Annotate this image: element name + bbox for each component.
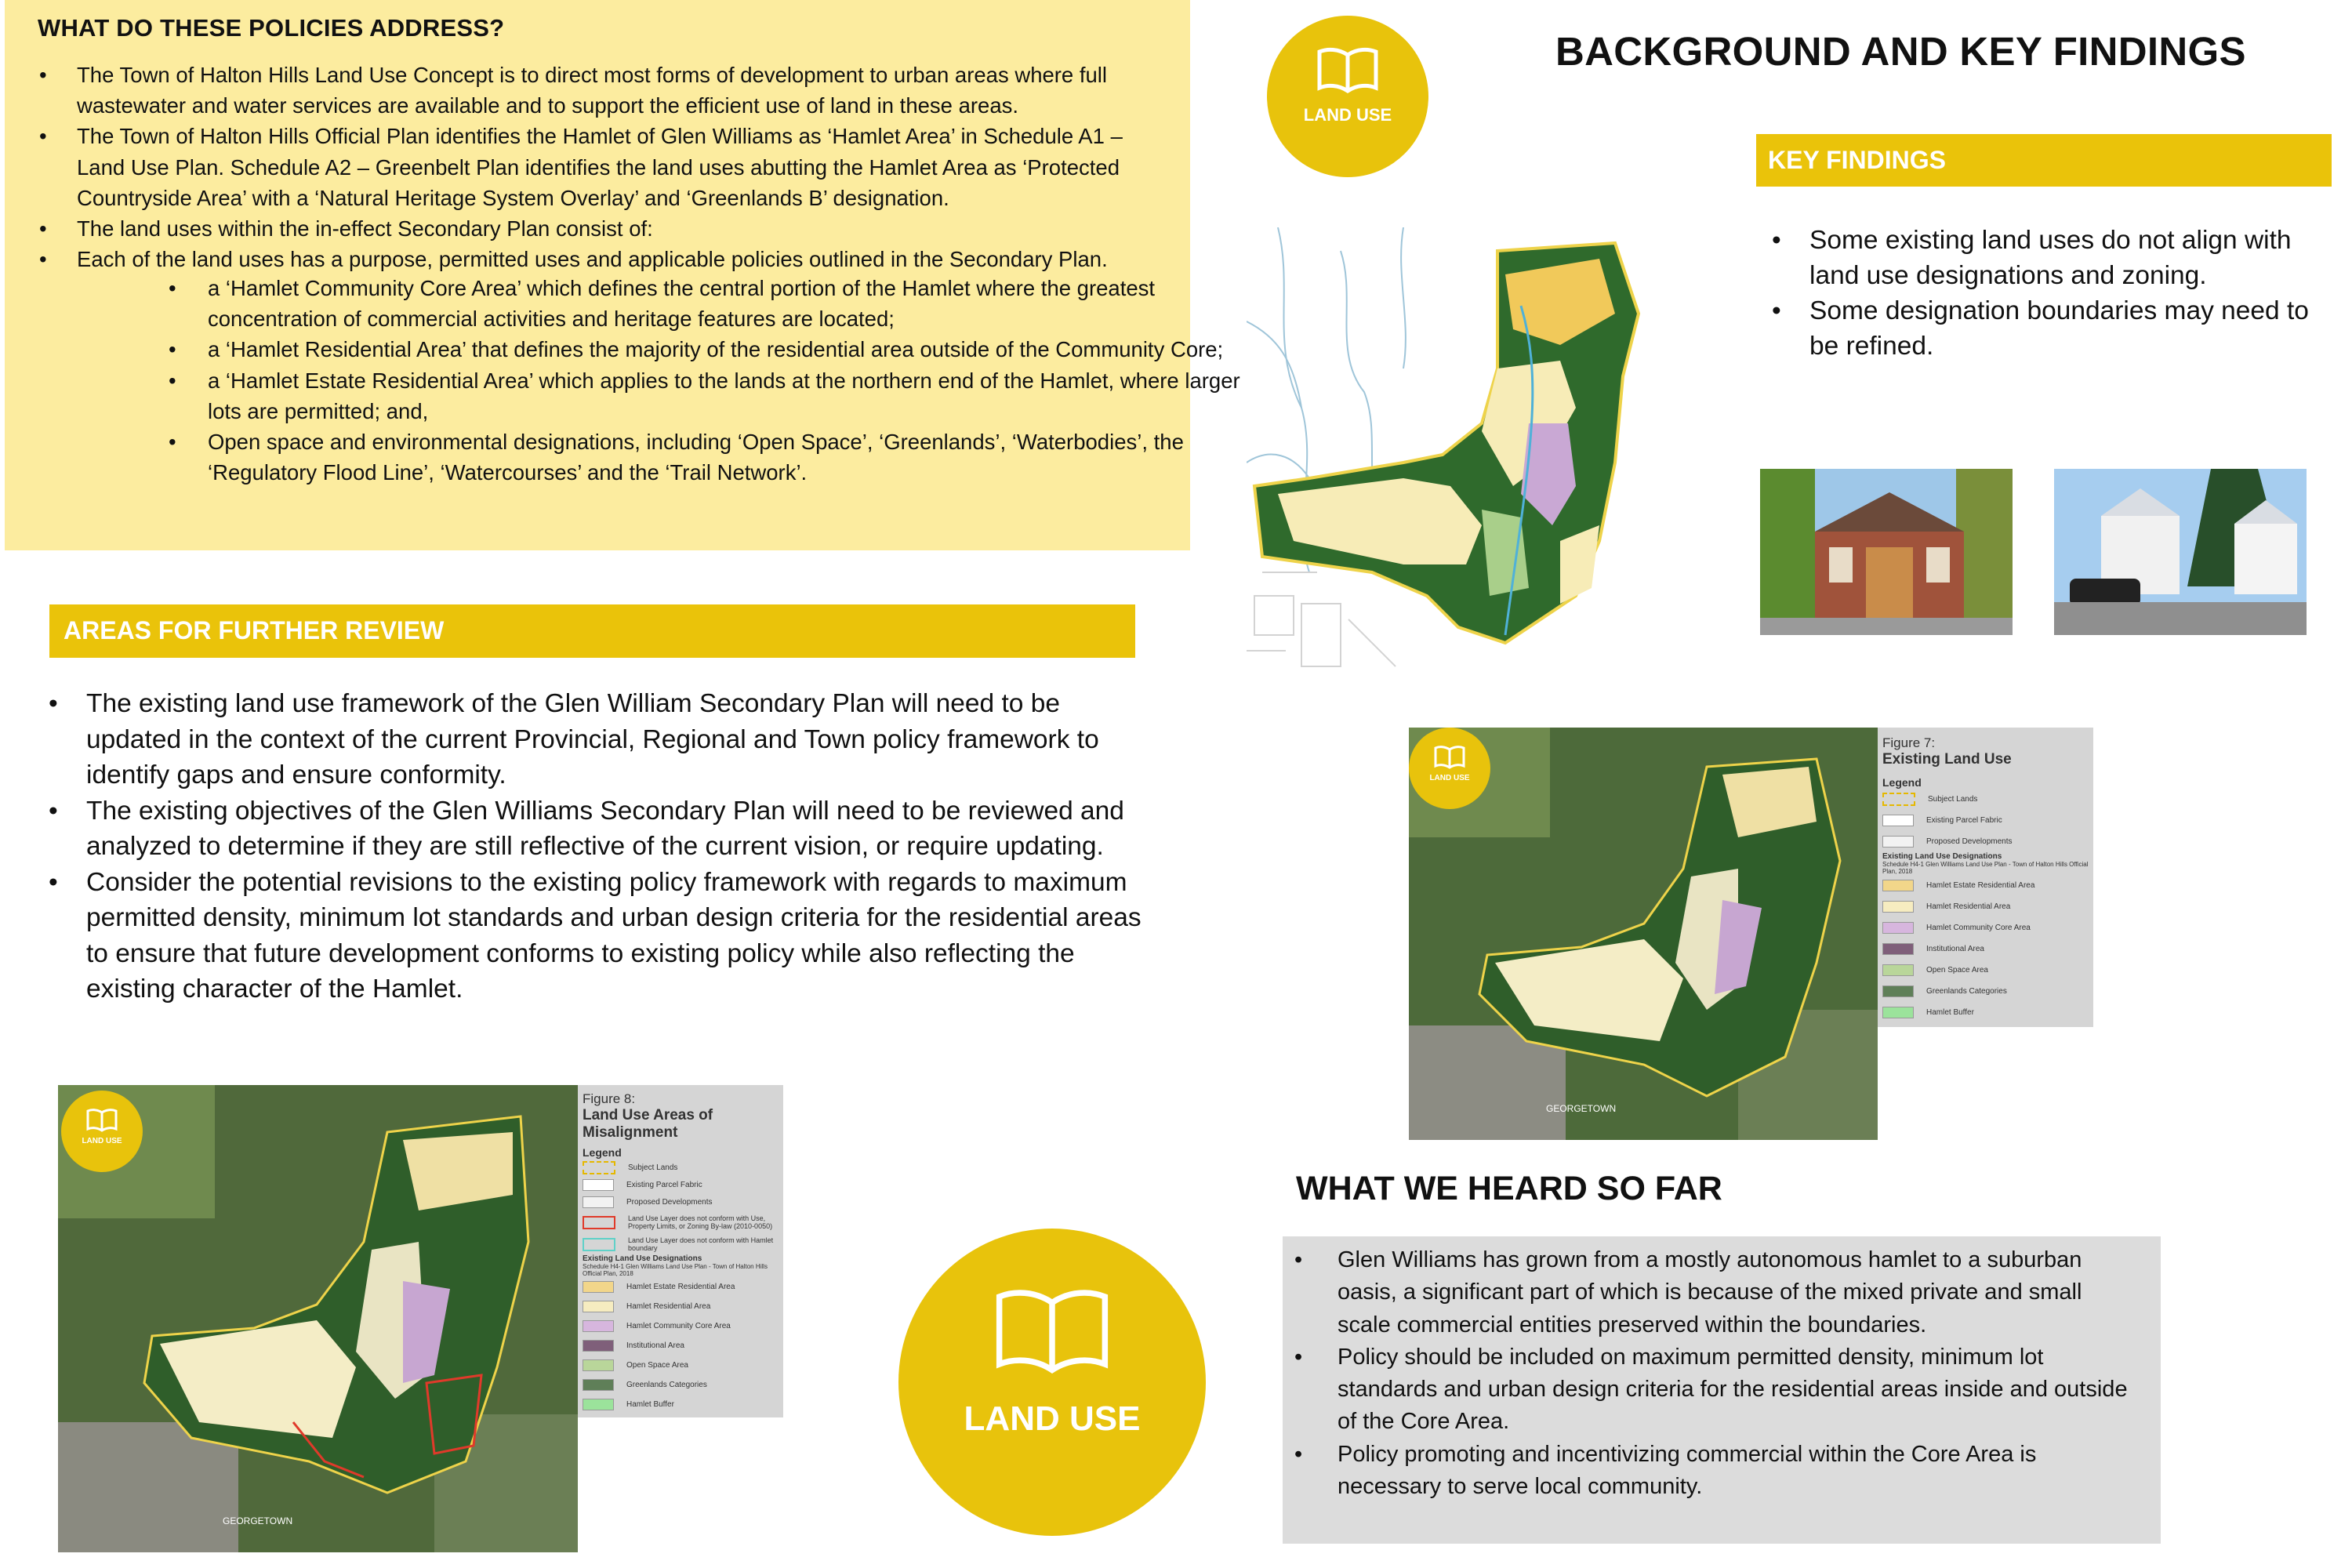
list-item-text: The land uses within the in-effect Secondary Plan consist of: <box>77 216 653 241</box>
list-item: • The existing land use framework of the Glen William Secondary Plan will need to be updated in the context of the current Provincial, Regional and Town policy framework to identify gaps and ensure conformity. <box>86 686 1152 793</box>
swatch <box>1882 964 1914 976</box>
list-item: • Each of the land uses has a purpose, permitted uses and applicable policies outlined in the Secondary Plan. <box>77 244 1174 274</box>
review-list <box>86 686 1152 1007</box>
legend-label: Greenlands Categories <box>626 1381 707 1389</box>
map-label: GEORGETOWN <box>1546 1103 1617 1114</box>
legend-row <box>583 1316 779 1336</box>
background-title: BACKGROUND AND KEY FINDINGS <box>1555 29 2246 74</box>
legend-label: Institutional Area <box>1926 945 1984 953</box>
swatch <box>1882 985 1914 997</box>
list-item: • Some designation boundaries may need to be refined. <box>1809 293 2343 364</box>
legend-row <box>583 1336 779 1356</box>
legend-label: Open Space Area <box>626 1361 688 1370</box>
legend-row <box>583 1277 779 1297</box>
open-book-icon <box>993 1285 1111 1376</box>
legend-label: Hamlet Buffer <box>626 1400 674 1409</box>
legend-row <box>583 1395 779 1414</box>
legend-row <box>583 1234 779 1254</box>
legend-title: Legend <box>583 1146 622 1159</box>
policies-title: WHAT DO THESE POLICIES ADDRESS? <box>38 14 505 42</box>
swatch <box>583 1216 615 1229</box>
policies-panel <box>5 0 1240 550</box>
residential-homes-photo <box>2054 469 2307 635</box>
legend-label: Greenlands Categories <box>1926 987 2007 996</box>
legend-label: Hamlet Community Core Area <box>626 1322 731 1330</box>
swatch <box>1882 836 1914 848</box>
swatch <box>583 1379 614 1391</box>
swatch <box>1882 880 1914 891</box>
swatch <box>1882 793 1915 806</box>
heard-box <box>1283 1236 2161 1544</box>
key-findings-title: KEY FINDINGS <box>1768 146 1946 174</box>
land-use-plan-map <box>1247 227 1654 674</box>
legend-label: Hamlet Residential Area <box>626 1302 711 1311</box>
land-use-badge-large <box>898 1229 1206 1536</box>
list-item: • The existing objectives of the Glen Williams Secondary Plan will need to be reviewed and analyzed to determine if they are still reflective of the current vision, or require updating. <box>86 793 1152 865</box>
figure-title: Existing Land Use <box>1882 751 2012 768</box>
list-item: • a ‘Hamlet Estate Residential Area’ which applies to the lands at the northern end of the Hamlet, where larger lots are permitted; and, <box>208 365 1243 426</box>
review-title: AREAS FOR FURTHER REVIEW <box>64 616 445 644</box>
map-label: GEORGETOWN <box>223 1515 293 1526</box>
list-item: • Policy promoting and incentivizing commercial within the Core Area is necessary to serve local community. <box>1338 1439 2137 1504</box>
swatch <box>583 1281 614 1293</box>
land-use-misalignment-map <box>58 1085 578 1552</box>
badge-label: LAND USE <box>1303 105 1392 125</box>
open-book-icon <box>1434 745 1465 769</box>
designations-title: Existing Land Use Designations <box>583 1254 702 1263</box>
legend-row <box>583 1297 779 1316</box>
list-item: • Some existing land uses do not align with land use designations and zoning. <box>1809 223 2343 293</box>
swatch <box>583 1340 614 1352</box>
badge-label: LAND USE <box>964 1399 1141 1438</box>
legend-label: Subject Lands <box>628 1163 678 1172</box>
legend-label: Hamlet Residential Area <box>1926 902 2011 911</box>
open-book-icon <box>86 1108 118 1132</box>
swatch <box>1882 922 1914 934</box>
legend-row <box>583 1375 779 1395</box>
badge-label: LAND USE <box>82 1137 122 1145</box>
designations-note: Schedule H4-1 Glen Williams Land Use Plan - Town of Halton Hills Official Plan, 2018 <box>583 1263 768 1277</box>
list-item: • a ‘Hamlet Residential Area’ that defines the majority of the residential area outside of the Community Core; <box>208 334 1243 365</box>
land-use-badge-small <box>61 1091 143 1172</box>
legend-label: Hamlet Community Core Area <box>1926 924 2031 932</box>
open-book-icon <box>1316 45 1379 94</box>
swatch <box>1882 901 1914 913</box>
policies-sublist <box>208 273 1243 488</box>
legend-label: Subject Lands <box>1928 795 1978 804</box>
swatch <box>1882 943 1914 955</box>
legend-row <box>1882 1002 2089 1023</box>
figure8-legend <box>578 1085 783 1417</box>
badge-label: LAND USE <box>1429 774 1470 782</box>
legend-title: Legend <box>1882 776 1922 789</box>
heard-title: WHAT WE HEARD SO FAR <box>1296 1170 1722 1207</box>
legend-label: Existing Parcel Fabric <box>1926 816 2002 825</box>
figure-label: Figure 7: <box>1882 735 1936 750</box>
figure-title: Land Use Areas of Misalignment <box>583 1107 713 1141</box>
legend-row <box>1882 938 2089 960</box>
legend-label: Hamlet Estate Residential Area <box>1926 881 2035 890</box>
key-findings-header-bar <box>1756 134 2332 187</box>
heard-list <box>1338 1244 2137 1503</box>
swatch <box>583 1196 614 1208</box>
legend-label: Existing Parcel Fabric <box>626 1180 702 1189</box>
key-findings-list <box>1809 223 2343 364</box>
legend-row <box>583 1159 779 1176</box>
figure7-legend <box>1878 728 2093 1027</box>
legend-row <box>1882 896 2089 917</box>
swatch <box>583 1359 614 1371</box>
swatch <box>583 1399 614 1410</box>
legend-label: Land Use Layer does not conform with Use, Property Limits, or Zoning By-law (2010-0050) <box>628 1214 773 1230</box>
list-item: • Policy should be included on maximum permitted density, minimum lot standards and urban design criteria for the residential areas inside and outside of the Core Area. <box>1338 1341 2137 1439</box>
swatch <box>583 1238 615 1251</box>
legend-label: Hamlet Estate Residential Area <box>626 1283 735 1291</box>
legend-label: Proposed Developments <box>626 1197 713 1207</box>
figure-label: Figure 8: <box>583 1091 636 1106</box>
legend-label: Open Space Area <box>1926 966 1988 975</box>
legend-row <box>1882 789 2089 810</box>
legend-row <box>1882 981 2089 1002</box>
swatch <box>583 1301 614 1312</box>
legend-row <box>1882 960 2089 981</box>
land-use-badge <box>1267 16 1428 177</box>
policies-list <box>77 60 1240 485</box>
legend-label: Hamlet Buffer <box>1926 1008 1974 1017</box>
legend-label: Proposed Developments <box>1926 837 2013 846</box>
legend-label: Institutional Area <box>626 1341 684 1350</box>
land-use-badge-small <box>1409 728 1490 809</box>
list-item: • The Town of Halton Hills Land Use Concept is to direct most forms of development to urban areas where full wastewater and water services are available and to support the efficient use of land in these areas. <box>77 60 1174 121</box>
legend-row <box>583 1193 779 1210</box>
list-item: • a ‘Hamlet Community Core Area’ which defines the central portion of the Hamlet where the greatest concentration of commercial activities and heritage features are located; <box>208 273 1243 334</box>
review-header-bar <box>49 604 1135 658</box>
heritage-building-photo <box>1760 469 2013 635</box>
legend-row <box>583 1176 779 1193</box>
swatch <box>583 1320 614 1332</box>
list-item: • Glen Williams has grown from a mostly autonomous hamlet to a suburban oasis, a significant part of which is because of the mixed private and small scale commercial entities preserved within the boundaries. <box>1338 1244 2137 1341</box>
list-item: • Consider the potential revisions to the existing policy framework with regards to maximum permitted density, minimum lot standards and urban design criteria for the residential areas to ensure that future development conforms to existing policy while also reflecting the existing character of the Hamlet. <box>86 865 1152 1007</box>
list-item: • The Town of Halton Hills Official Plan identifies the Hamlet of Glen Williams as ‘Hamlet Area’ in Schedule A1 – Land Use Plan. Schedule A2 – Greenbelt Plan identifies the land uses abutting the Hamlet Area as ‘Protected Countryside Area’ with a ‘Natural Heritage System Overlay’ and ‘Greenlands B’ designation. <box>77 121 1174 213</box>
legend-label: Land Use Layer does not conform with Hamlet boundary <box>628 1236 774 1252</box>
list-item: • Open space and environmental designations, including ‘Open Space’, ‘Greenlands’, ‘Waterbodies’, the ‘Regulatory Flood Line’, ‘Watercourses’ and the ‘Trail Network’. <box>208 426 1243 488</box>
designations-note: Schedule H4-1 Glen Williams Land Use Plan - Town of Halton Hills Official Plan, 2018 <box>1882 861 2089 875</box>
legend-row <box>1882 810 2089 831</box>
legend-row <box>1882 917 2089 938</box>
designations-title: Existing Land Use Designations <box>1882 852 2002 861</box>
legend-row <box>1882 831 2089 852</box>
swatch <box>1882 815 1914 826</box>
legend-row <box>583 1210 779 1234</box>
swatch <box>1882 1007 1914 1018</box>
swatch <box>583 1179 614 1191</box>
swatch <box>583 1161 615 1174</box>
legend-row <box>583 1356 779 1375</box>
legend-row <box>1882 875 2089 896</box>
